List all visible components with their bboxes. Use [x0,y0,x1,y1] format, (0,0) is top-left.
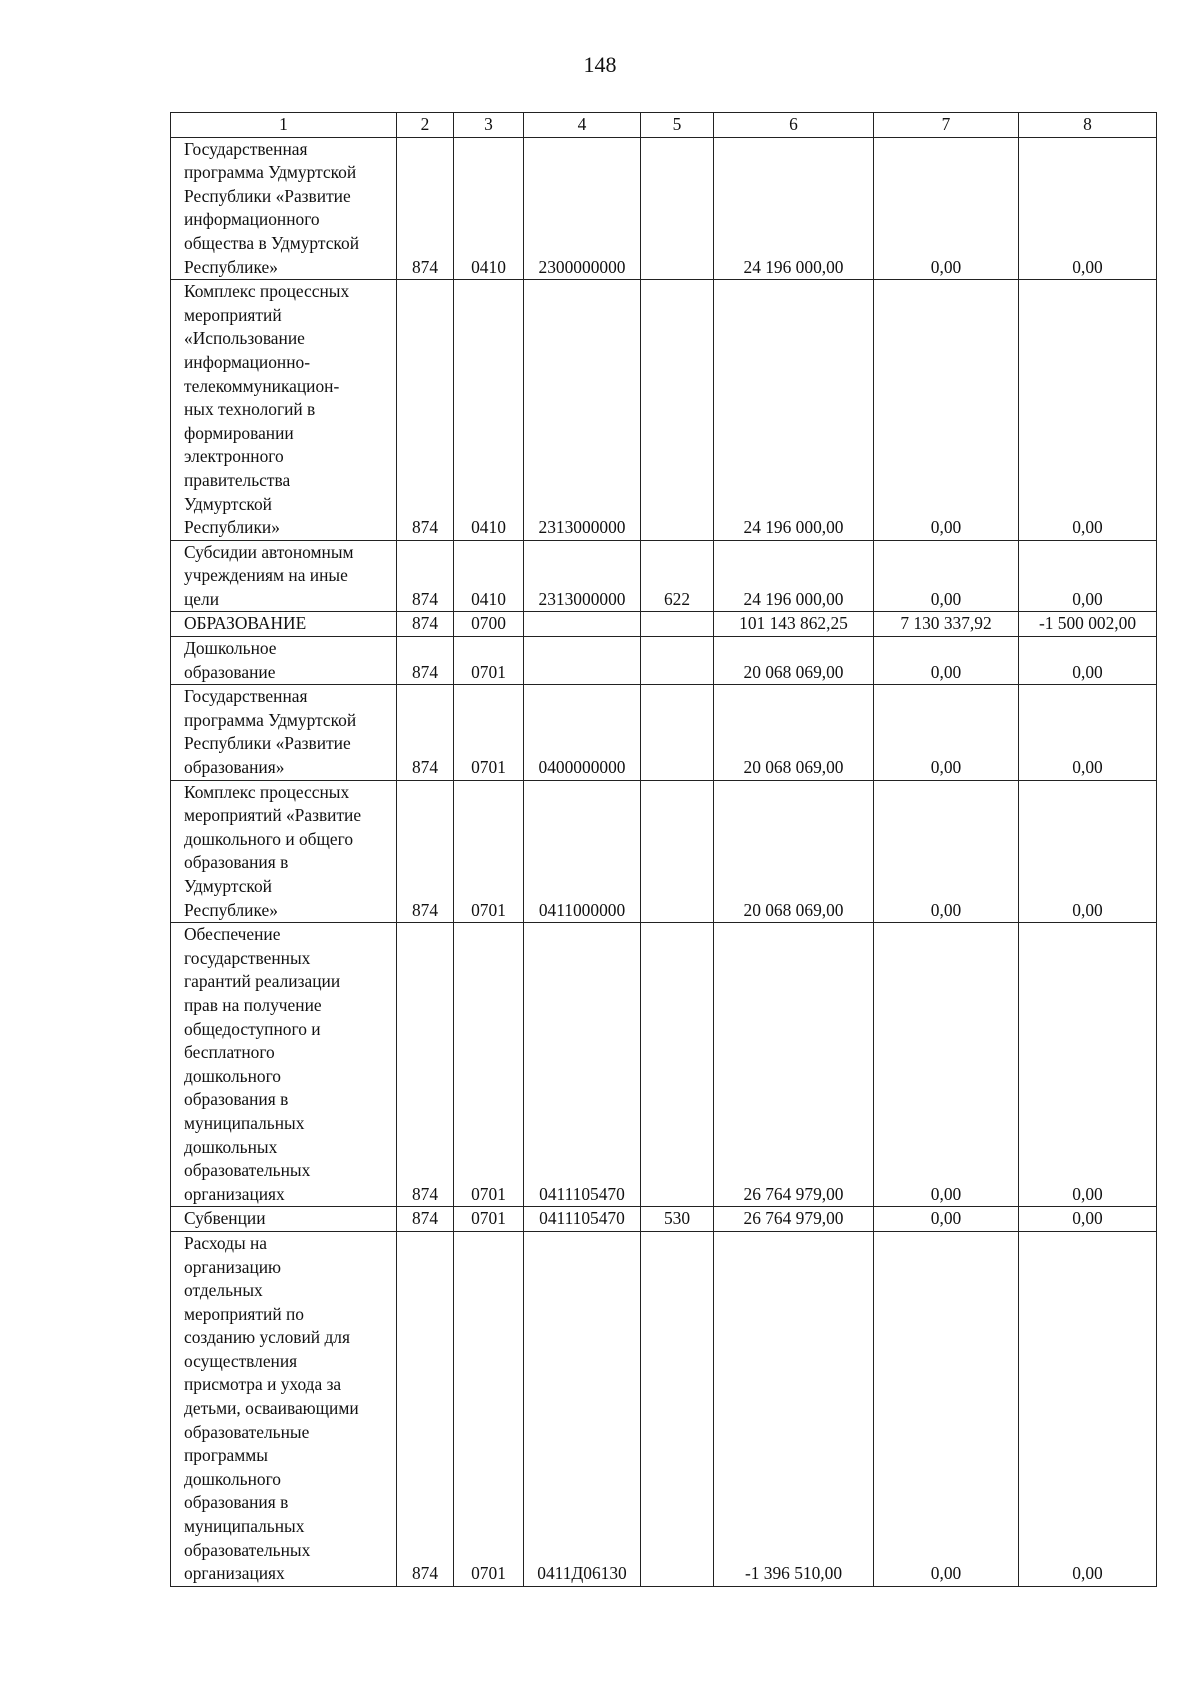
table-row [171,280,1157,541]
row-name-line: ных технологий в [184,399,316,420]
row-name-line: телекоммуникацион- [184,375,340,396]
chapter-code-cell: 874 [397,280,454,541]
row-name-line: Удмуртской [184,876,272,896]
section-code-cell: 0701 [454,637,524,685]
amount-col7-cell: 0,00 [874,923,1019,1207]
row-name-line: образования в [184,1492,289,1513]
expense-type-cell: 622 [641,540,714,612]
row-name-line: образования» [184,757,285,778]
row-name-line: муниципальных [184,1516,305,1537]
row-name-line: осуществления [184,1350,298,1371]
row-name-line: правительства [184,469,291,490]
column-header: 5 [641,113,714,138]
row-name-line: присмотра и ухода за [184,1374,342,1395]
chapter-code-cell: 874 [397,540,454,612]
row-name-line: Республики» [184,517,280,538]
table-body [171,137,1157,1586]
column-header: 1 [171,113,397,138]
row-name-line: учреждениям на иные [184,565,348,586]
row-name-line: ОБРАЗОВАНИЕ [184,613,307,634]
row-name-line: Расходы на [184,1232,268,1253]
row-name-line: информационно- [184,351,311,372]
amount-col6-cell: 20 068 069,00 [714,637,874,685]
column-header: 7 [874,113,1019,138]
row-name-line: дошкольного [184,1065,281,1086]
amount-col6-cell: 20 068 069,00 [714,685,874,780]
row-name-line: мероприятий по [184,1303,304,1324]
target-item-code-cell: 2313000000 [524,280,641,541]
section-code-cell: 0700 [454,612,524,637]
chapter-code-cell: 874 [397,637,454,685]
expense-type-cell [641,923,714,1207]
chapter-code-cell: 874 [397,1207,454,1232]
column-header: 8 [1019,113,1157,138]
row-name-line: прав на получение [184,994,322,1015]
amount-col8-cell: 0,00 [1019,540,1157,612]
row-name-line: отдельных [184,1280,263,1301]
row-name-line: образование [184,661,276,682]
row-name-line: программа Удмуртской [184,709,357,730]
chapter-code-cell: 874 [397,685,454,780]
section-code-cell: 0701 [454,780,524,923]
target-item-code-cell [524,637,641,685]
row-name-line: организациях [184,1563,285,1584]
row-name-cell [171,137,397,280]
row-name-line: Комплекс процессных [184,781,350,802]
row-name-line: образовательных [184,1160,311,1181]
row-name-line: образования в [184,852,289,873]
section-code-cell: 0410 [454,137,524,280]
chapter-code-cell: 874 [397,780,454,923]
amount-col6-cell: 26 764 979,00 [714,923,874,1207]
row-name-line: информационного [184,209,320,230]
row-name-line: организациях [184,1183,285,1204]
section-code-cell: 0701 [454,685,524,780]
row-name-line: Субвенции [184,1208,266,1229]
target-item-code-cell: 0400000000 [524,685,641,780]
amount-col7-cell: 0,00 [874,137,1019,280]
amount-col6-cell: -1 396 510,00 [714,1231,874,1586]
section-code-cell: 0410 [454,540,524,612]
expense-type-cell [641,637,714,685]
row-name-line: государственных [184,947,311,968]
target-item-code-cell: 0411Д06130 [524,1231,641,1586]
amount-col7-cell: 7 130 337,92 [874,612,1019,637]
row-name-cell [171,637,397,685]
column-header: 6 [714,113,874,138]
row-name-line: образовательные [184,1421,310,1442]
amount-col6-cell: 20 068 069,00 [714,780,874,923]
section-code-cell: 0701 [454,923,524,1207]
row-name-cell [171,780,397,923]
amount-col7-cell: 0,00 [874,1207,1019,1232]
amount-col7-cell: 0,00 [874,1231,1019,1586]
row-name-line: Республике» [184,899,278,920]
row-name-line: формировании [184,422,294,443]
row-name-cell [171,1231,397,1586]
expense-type-cell: 530 [641,1207,714,1232]
amount-col8-cell: 0,00 [1019,137,1157,280]
row-name-line: программа Удмуртской [184,162,357,183]
amount-col7-cell: 0,00 [874,637,1019,685]
row-name-line: общедоступного и [184,1018,321,1039]
section-code-cell: 0701 [454,1207,524,1232]
row-name-line: Государственная [184,686,308,707]
row-name-line: организацию [184,1256,282,1277]
row-name-line: Республики «Развитие [184,185,351,206]
expense-type-cell [641,1231,714,1586]
amount-col6-cell: 101 143 862,25 [714,612,874,637]
target-item-code-cell: 2300000000 [524,137,641,280]
expense-type-cell [641,137,714,280]
amount-col8-cell: 0,00 [1019,637,1157,685]
expense-type-cell [641,612,714,637]
row-name-line: мероприятий [184,304,282,325]
section-code-cell: 0701 [454,1231,524,1586]
table-row [171,1207,1157,1232]
table-row [171,780,1157,923]
row-name-line: созданию условий для [184,1327,350,1348]
row-name-cell [171,685,397,780]
chapter-code-cell: 874 [397,612,454,637]
target-item-code-cell: 0411000000 [524,780,641,923]
row-name-cell [171,923,397,1207]
amount-col7-cell: 0,00 [874,540,1019,612]
amount-col8-cell: 0,00 [1019,923,1157,1207]
row-name-line: Обеспечение [184,924,281,945]
table-row [171,1231,1157,1586]
amount-col6-cell: 24 196 000,00 [714,540,874,612]
expense-type-cell [641,685,714,780]
row-name-line: общества в Удмуртской [184,232,360,253]
amount-col8-cell: 0,00 [1019,1207,1157,1232]
amount-col6-cell: 26 764 979,00 [714,1207,874,1232]
row-name-line: мероприятий «Развитие [184,805,362,826]
row-name-line: образовательных [184,1539,311,1560]
row-name-line: детьми, осваивающими [184,1398,359,1419]
amount-col6-cell: 24 196 000,00 [714,137,874,280]
row-name-line: Удмуртской [184,493,272,514]
table-row [171,637,1157,685]
column-header: 3 [454,113,524,138]
row-name-line: образования в [184,1089,289,1110]
chapter-code-cell: 874 [397,1231,454,1586]
row-name-line: дошкольных [184,1136,278,1157]
section-code-cell: 0410 [454,280,524,541]
row-name-line: Субсидии автономным [184,541,354,562]
table-row [171,685,1157,780]
amount-col8-cell: 0,00 [1019,780,1157,923]
page-number: 148 [583,52,617,77]
row-name-line: электронного [184,446,284,467]
row-name-line: Республике» [184,256,278,277]
amount-col8-cell: -1 500 002,00 [1019,612,1157,637]
row-name-cell [171,540,397,612]
row-name-line: дошкольного и общего [184,828,354,849]
row-name-line: муниципальных [184,1112,305,1133]
target-item-code-cell: 0411105470 [524,1207,641,1232]
row-name-line: Комплекс процессных [184,281,350,302]
amount-col6-cell: 24 196 000,00 [714,280,874,541]
row-name-line: программы [184,1445,268,1466]
amount-col7-cell: 0,00 [874,685,1019,780]
target-item-code-cell [524,612,641,637]
column-header: 4 [524,113,641,138]
row-name-line: Государственная [184,138,308,159]
row-name-line: цели [184,588,220,609]
row-name-cell [171,280,397,541]
row-name-cell [171,612,397,637]
amount-col8-cell: 0,00 [1019,1231,1157,1586]
table-row [171,923,1157,1207]
budget-table [170,112,1157,1587]
chapter-code-cell: 874 [397,137,454,280]
column-header: 2 [397,113,454,138]
table-row [171,540,1157,612]
target-item-code-cell: 0411105470 [524,923,641,1207]
row-name-line: Дошкольное [184,638,277,659]
row-name-line: Республики «Развитие [184,733,351,754]
chapter-code-cell: 874 [397,923,454,1207]
expense-type-cell [641,280,714,541]
expense-type-cell [641,780,714,923]
table-row [171,612,1157,637]
amount-col7-cell: 0,00 [874,280,1019,541]
amount-col8-cell: 0,00 [1019,685,1157,780]
target-item-code-cell: 2313000000 [524,540,641,612]
row-name-cell [171,1207,397,1232]
row-name-line: бесплатного [184,1042,275,1063]
amount-col7-cell: 0,00 [874,780,1019,923]
row-name-line: гарантий реализации [184,971,341,992]
row-name-line: «Использование [184,328,305,349]
amount-col8-cell: 0,00 [1019,280,1157,541]
row-name-line: дошкольного [184,1468,281,1489]
table-header-row [171,113,1157,138]
table-row [171,137,1157,280]
